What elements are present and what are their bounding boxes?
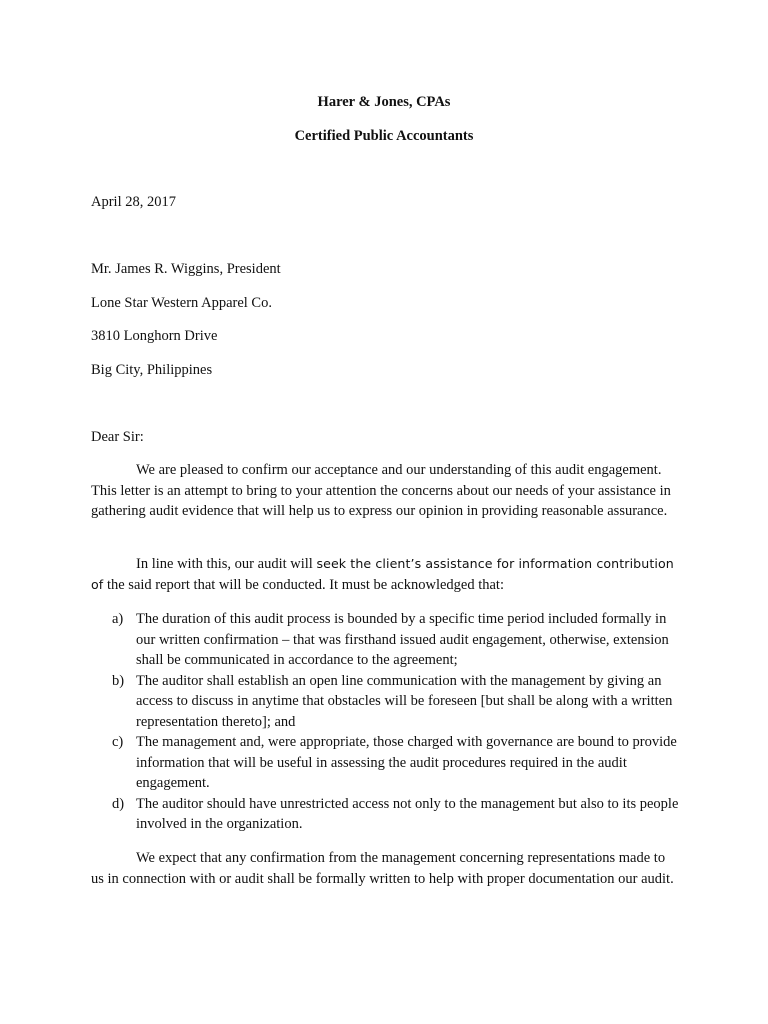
- letter-date: April 28, 2017: [91, 194, 176, 210]
- list-item: [91, 671, 681, 733]
- firm-subtitle: Certified Public Accountants: [294, 128, 474, 144]
- acknowledgement-list: [91, 609, 681, 835]
- list-item-text: The management and, were appropriate, those charged with governance are bound to provide information that will be useful in assessing the audit procedures required in the audit engagement.: [136, 734, 677, 791]
- list-item: [91, 794, 681, 835]
- list-item: [91, 732, 681, 794]
- list-item-text: The auditor should have unrestricted access not only to the management but also to its people involved in the organization.: [136, 795, 679, 832]
- salutation: Dear Sir:: [91, 429, 144, 445]
- list-item-marker: b): [112, 672, 125, 689]
- firm-name: Harer & Jones, CPAs: [317, 94, 451, 110]
- body-paragraph-1: We are pleased to confirm our acceptance and our understanding of this audit engagement. This letter is an attempt to bring to your attention the concerns about our needs of your assistance in gathering audit evidence that will help us to express our opinion in providing reasonable assurance.: [91, 462, 671, 519]
- paragraph-2-mixed-font: seek the client’s assistance for information contribution of: [91, 556, 674, 592]
- list-item-text: The auditor shall establish an open line communication with the management by giving an access to discuss in anytime that obstacles will be foreseen [but shall be along with a written representation thereto]; and: [136, 672, 673, 730]
- list-item-text: The duration of this audit process is bounded by a specific time period included formally in our written confirmation – that was firsthand issued audit engagement, otherwise, extension shall be communicated in accordance to the agreement;: [136, 611, 669, 668]
- list-item-marker: d): [112, 795, 125, 812]
- list-item: [91, 609, 681, 671]
- recipient-company: Lone Star Western Apparel Co.: [91, 295, 272, 311]
- paragraph-2-end: the said report that will be conducted. It must be acknowledged that:: [103, 576, 504, 593]
- recipient-name-title: Mr. James R. Wiggins, President: [91, 261, 281, 277]
- list-item-marker: c): [112, 734, 124, 750]
- recipient-street: 3810 Longhorn Drive: [91, 328, 218, 344]
- paragraph-2-start: In line with this, our audit will: [136, 556, 317, 572]
- body-paragraph-2: [91, 554, 681, 595]
- list-item-marker: a): [112, 611, 124, 627]
- recipient-city: Big City, Philippines: [91, 362, 213, 378]
- body-paragraph-3: We expect that any confirmation from the management concerning representations made to us in connection with or audit shall be formally written to help with proper documentation our audit.: [91, 850, 674, 887]
